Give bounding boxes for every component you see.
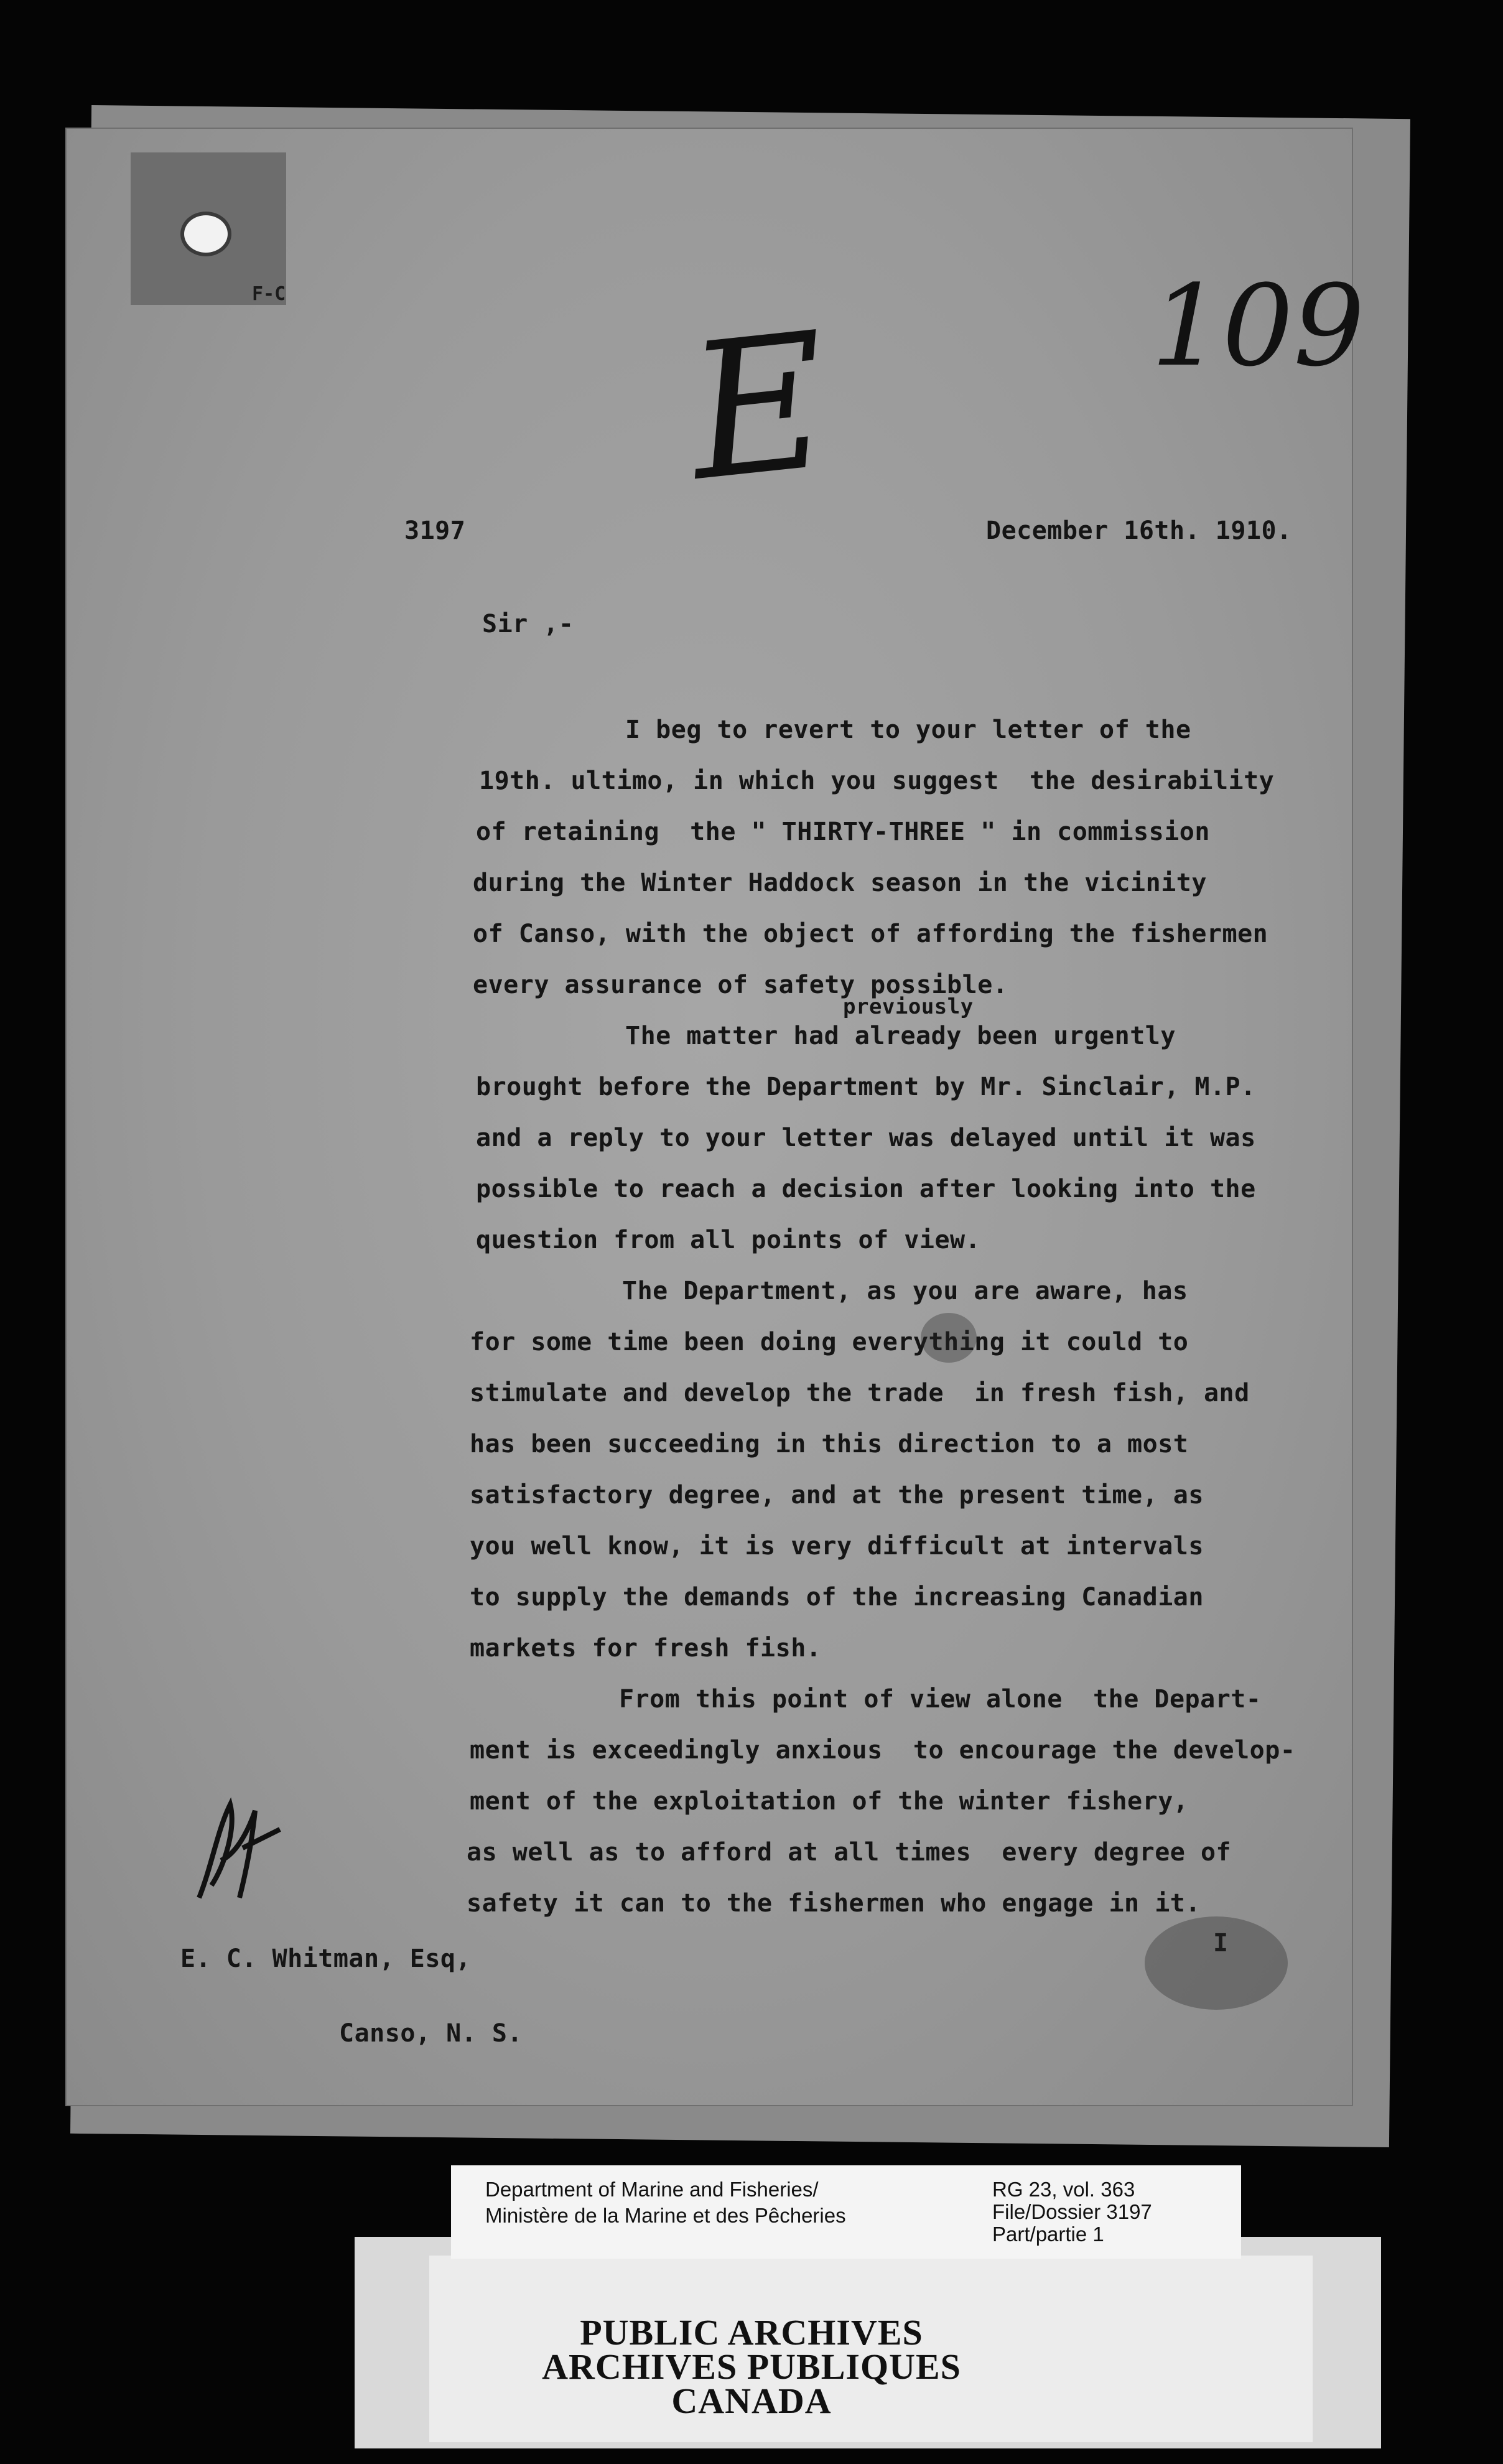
body-line: satisfactory degree, and at the present time, as: [470, 1481, 1204, 1510]
body-line: every assurance of safety possible.: [473, 971, 1008, 999]
body-line: safety it can to the fishermen who engage in it.: [467, 1889, 1201, 1918]
body-line: question from all points of view.: [476, 1226, 981, 1254]
body-line: brought before the Department by Mr. Sinclair, M.P.: [476, 1073, 1256, 1101]
body-line: From this point of view alone the Depart-: [619, 1685, 1262, 1714]
handwritten-mark: E: [679, 292, 838, 523]
initials-scribble: [187, 1792, 286, 1904]
body-line: possible to reach a decision after looking into the: [476, 1175, 1256, 1203]
body-line: has been succeeding in this direction to a most: [470, 1430, 1189, 1458]
archive-stamp-line-3: CANADA: [671, 2381, 832, 2421]
salutation: Sir ,-: [482, 610, 574, 638]
body-line: you well know, it is very difficult at intervals: [470, 1532, 1204, 1561]
body-line: stimulate and develop the trade in fresh fish, and: [470, 1379, 1250, 1407]
body-line: I beg to revert to your letter of the: [625, 716, 1191, 744]
addressee-place: Canso, N. S.: [339, 2019, 523, 2048]
body-line: of retaining the " THIRTY-THREE " in commission: [476, 818, 1210, 846]
addressee: E. C. Whitman, Esq,: [180, 1944, 472, 1973]
department-line-en: Department of Marine and Fisheries/: [485, 2178, 819, 2201]
department-line-fr: Ministère de la Marine et des Pêcheries: [485, 2204, 846, 2227]
letter-date: December 16th. 1910.: [986, 516, 1292, 545]
punch-hole: [180, 212, 231, 256]
tab-code: F-C: [252, 283, 286, 305]
body-line: The matter had already been urgently: [625, 1022, 1176, 1050]
file-reference: 3197: [404, 516, 466, 545]
inserted-word: previously: [843, 994, 974, 1019]
body-line: ment of the exploitation of the winter fishery,: [470, 1787, 1189, 1816]
body-line: as well as to afford at all times every degree of: [467, 1838, 1232, 1867]
folio-number: 109: [1151, 261, 1365, 391]
body-line: The Department, as you are aware, has: [622, 1277, 1188, 1305]
file-part: Part/partie 1: [992, 2223, 1104, 2246]
body-line: ment is exceedingly anxious to encourage the develop-: [470, 1736, 1296, 1765]
archive-stamp-line-2: ARCHIVES PUBLIQUES: [542, 2346, 961, 2387]
body-line: of Canso, with the object of affording the fishermen: [473, 920, 1268, 948]
record-group: RG 23, vol. 363: [992, 2178, 1135, 2201]
archive-stamp-line-1: PUBLIC ARCHIVES: [580, 2312, 923, 2353]
archive-reference-label: [451, 2165, 1241, 2259]
page-marker: I: [1213, 1929, 1229, 1958]
body-line: during the Winter Haddock season in the vicinity: [473, 869, 1207, 897]
body-line: for some time been doing everything it could to: [470, 1328, 1189, 1356]
file-dossier: File/Dossier 3197: [992, 2200, 1152, 2223]
ink-smudge: [921, 1313, 977, 1363]
body-line: 19th. ultimo, in which you suggest the desirability: [479, 767, 1275, 795]
body-line: to supply the demands of the increasing Canadian: [470, 1583, 1204, 1612]
body-line: and a reply to your letter was delayed until it was: [476, 1124, 1256, 1152]
ink-smudge: [1145, 1916, 1288, 2010]
body-line: markets for fresh fish.: [470, 1634, 822, 1663]
